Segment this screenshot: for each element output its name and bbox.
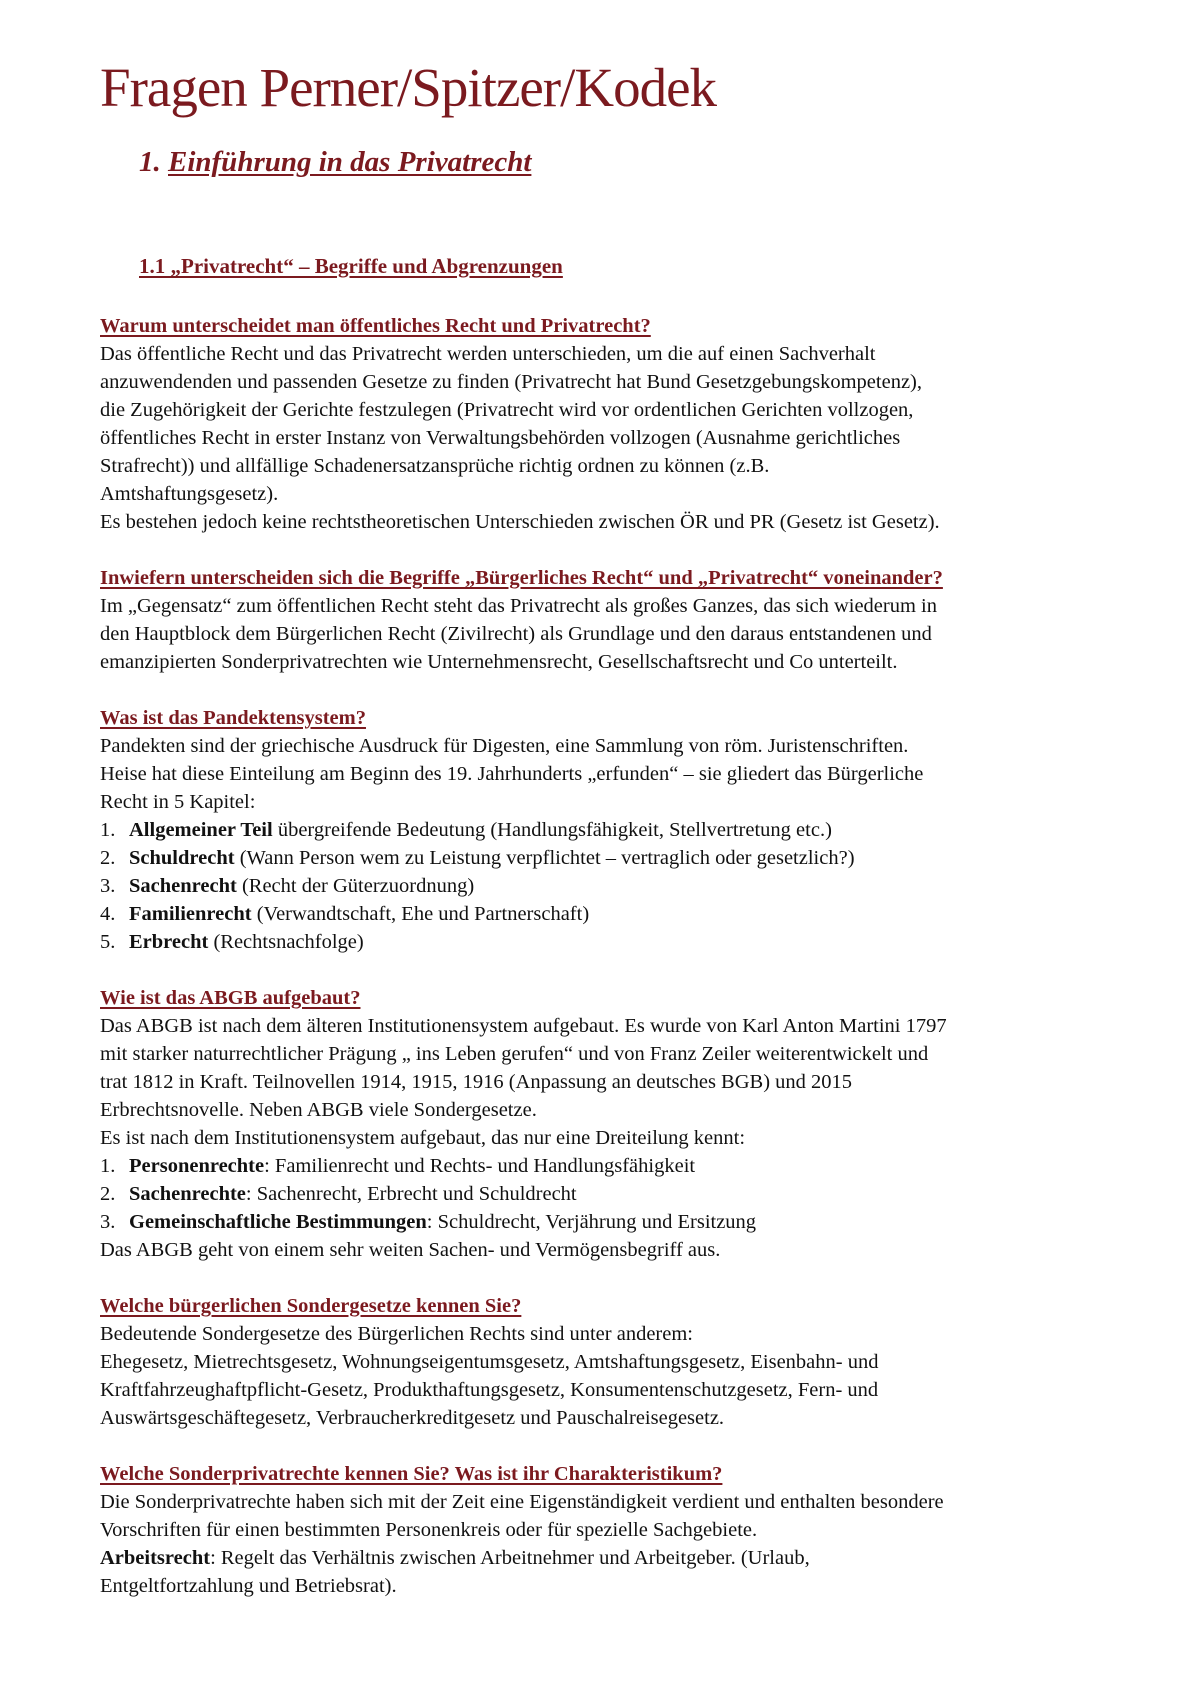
answer-line: den Hauptblock dem Bürgerlichen Recht (Zivilrecht) als Grundlage und den daraus entstandenen und	[100, 623, 932, 645]
question-heading: Welche bürgerlichen Sondergesetze kennen Sie?	[100, 1295, 522, 1317]
list-item-number: 3.	[100, 875, 116, 897]
answer-line: Pandekten sind der griechische Ausdruck für Digesten, eine Sammlung von röm. Juristenschriften.	[100, 735, 909, 757]
list-item-number: 2.	[100, 1183, 116, 1205]
answer-line: emanzipierten Sonderprivatrechten wie Unternehmensrecht, Gesellschaftsrecht und Co unterteilt.	[100, 651, 898, 673]
list-item	[100, 900, 1120, 928]
question-heading: Welche Sonderprivatrechte kennen Sie? Was ist ihr Charakteristikum?	[100, 1463, 723, 1485]
list-item-term: Personenrechte	[129, 1155, 265, 1177]
answer-term: Arbeitsrecht	[100, 1547, 211, 1569]
answer-line: Heise hat diese Einteilung am Beginn des 19. Jahrhunderts „erfunden“ – sie gliedert das Bürgerliche	[100, 763, 924, 785]
list-item-text: (Recht der Güterzuordnung)	[236, 875, 475, 897]
answer-line: anzuwendenden und passenden Gesetze zu finden (Privatrecht hat Bund Gesetzgebungskompetenz),	[100, 371, 922, 393]
list-item-term: Sachenrecht	[129, 875, 237, 897]
answer-line: Das ABGB ist nach dem älteren Institutionensystem aufgebaut. Es wurde von Karl Anton Martini 1797	[100, 1015, 947, 1037]
answer-line: Amtshaftungsgesetz).	[100, 483, 279, 505]
numbered-list	[100, 816, 1120, 956]
content-body	[100, 312, 1120, 1600]
answer-line: öffentliches Recht in erster Instanz von Verwaltungsbehörden vollzogen (Ausnahme gerichtliches	[100, 427, 901, 449]
answer-line: Kraftfahrzeughaftpflicht-Gesetz, Produkthaftungsgesetz, Konsumentenschutzgesetz, Fern- und	[100, 1379, 879, 1401]
answer-line: Recht in 5 Kapitel:	[100, 791, 256, 813]
list-item-term: Sachenrechte	[129, 1183, 246, 1205]
answer-line: Erbrechtsnovelle. Neben ABGB viele Sondergesetze.	[100, 1099, 537, 1121]
list-item	[100, 928, 1120, 956]
list-item-number: 4.	[100, 903, 116, 925]
list-item-term: Schuldrecht	[129, 847, 235, 869]
list-item-term: Erbrecht	[129, 931, 209, 953]
list-item-term: Allgemeiner Teil	[129, 819, 273, 841]
answer-line: Auswärtsgeschäftegesetz, Verbraucherkreditgesetz und Pauschalreisegesetz.	[100, 1407, 725, 1429]
answer-line	[100, 1544, 1120, 1572]
subsection-heading: 1.1 „Privatrecht“ – Begriffe und Abgrenzungen	[139, 254, 563, 278]
question-block	[100, 1460, 1120, 1600]
answer-line: die Zugehörigkeit der Gerichte festzulegen (Privatrecht wird vor ordentlichen Gerichten vollzogen,	[100, 399, 914, 421]
chapter-title: Einführung in das Privatrecht	[168, 146, 532, 178]
list-item	[100, 1180, 1120, 1208]
list-item	[100, 844, 1120, 872]
chapter-number: 1.	[139, 146, 161, 178]
question-heading: Warum unterscheidet man öffentliches Recht und Privatrecht?	[100, 315, 651, 337]
answer-line: mit starker naturrechtlicher Prägung „ ins Leben gerufen“ und von Franz Zeiler weiterentwickelt und	[100, 1043, 929, 1065]
list-item-number: 1.	[100, 819, 116, 841]
question-heading: Wie ist das ABGB aufgebaut?	[100, 987, 361, 1009]
list-item-text: übergreifende Bedeutung (Handlungsfähigkeit, Stellvertretung etc.)	[272, 819, 832, 841]
numbered-list	[100, 1152, 1120, 1236]
chapter-heading	[139, 145, 531, 180]
document-title: Fragen Perner/Spitzer/Kodek	[100, 57, 717, 118]
question-block	[100, 704, 1120, 956]
list-item-text: (Wann Person wem zu Leistung verpflichtet – vertraglich oder gesetzlich?)	[234, 847, 855, 869]
answer-term-text: : Regelt das Verhältnis zwischen Arbeitnehmer und Arbeitgeber. (Urlaub,	[210, 1547, 810, 1569]
list-item-text: (Verwandtschaft, Ehe und Partnerschaft)	[251, 903, 590, 925]
answer-line: Bedeutende Sondergesetze des Bürgerlichen Rechts sind unter anderem:	[100, 1323, 693, 1345]
list-item	[100, 872, 1120, 900]
list-item-text: : Familienrecht und Rechts- und Handlungsfähigkeit	[264, 1155, 696, 1177]
list-item-number: 2.	[100, 847, 116, 869]
answer-line: Ehegesetz, Mietrechtsgesetz, Wohnungseigentumsgesetz, Amtshaftungsgesetz, Eisenbahn- und	[100, 1351, 879, 1373]
answer-line: Strafrecht)) und allfällige Schadenersatzansprüche richtig ordnen zu können (z.B.	[100, 455, 770, 477]
list-item-number: 1.	[100, 1155, 116, 1177]
question-block	[100, 1292, 1120, 1432]
list-item-term: Gemeinschaftliche Bestimmungen	[129, 1211, 427, 1233]
question-block	[100, 984, 1120, 1264]
answer-line: Das ABGB geht von einem sehr weiten Sachen- und Vermögensbegriff aus.	[100, 1239, 721, 1261]
list-item	[100, 1208, 1120, 1236]
list-item	[100, 816, 1120, 844]
answer-line: Entgeltfortzahlung und Betriebsrat).	[100, 1575, 397, 1597]
list-item-term: Familienrecht	[129, 903, 252, 925]
list-item-text: (Rechtsnachfolge)	[208, 931, 364, 953]
answer-line: Es bestehen jedoch keine rechtstheoretischen Unterschieden zwischen ÖR und PR (Gesetz ist Gesetz).	[100, 511, 940, 533]
list-item-text: : Sachenrecht, Erbrecht und Schuldrecht	[245, 1183, 577, 1205]
question-block	[100, 312, 1120, 536]
answer-line: trat 1812 in Kraft. Teilnovellen 1914, 1915, 1916 (Anpassung an deutsches BGB) und 2015	[100, 1071, 853, 1093]
list-item-number: 5.	[100, 931, 116, 953]
list-item-text: : Schuldrecht, Verjährung und Ersitzung	[426, 1211, 757, 1233]
answer-line: Das öffentliche Recht und das Privatrecht werden unterschieden, um die auf einen Sachverhalt	[100, 343, 876, 365]
list-item	[100, 1152, 1120, 1180]
list-item-number: 3.	[100, 1211, 116, 1233]
question-block	[100, 564, 1120, 676]
answer-line: Vorschriften für einen bestimmten Personenkreis oder für spezielle Sachgebiete.	[100, 1519, 758, 1541]
answer-line: Die Sonderprivatrechte haben sich mit der Zeit eine Eigenständigkeit verdient und enthalten besondere	[100, 1491, 944, 1513]
answer-line: Es ist nach dem Institutionensystem aufgebaut, das nur eine Dreiteilung kennt:	[100, 1127, 746, 1149]
question-heading: Inwiefern unterscheiden sich die Begriffe „Bürgerliches Recht“ und „Privatrecht“ voneinander?	[100, 567, 943, 589]
question-heading: Was ist das Pandektensystem?	[100, 707, 366, 729]
answer-line: Im „Gegensatz“ zum öffentlichen Recht steht das Privatrecht als großes Ganzes, das sich wiederum in	[100, 595, 937, 617]
